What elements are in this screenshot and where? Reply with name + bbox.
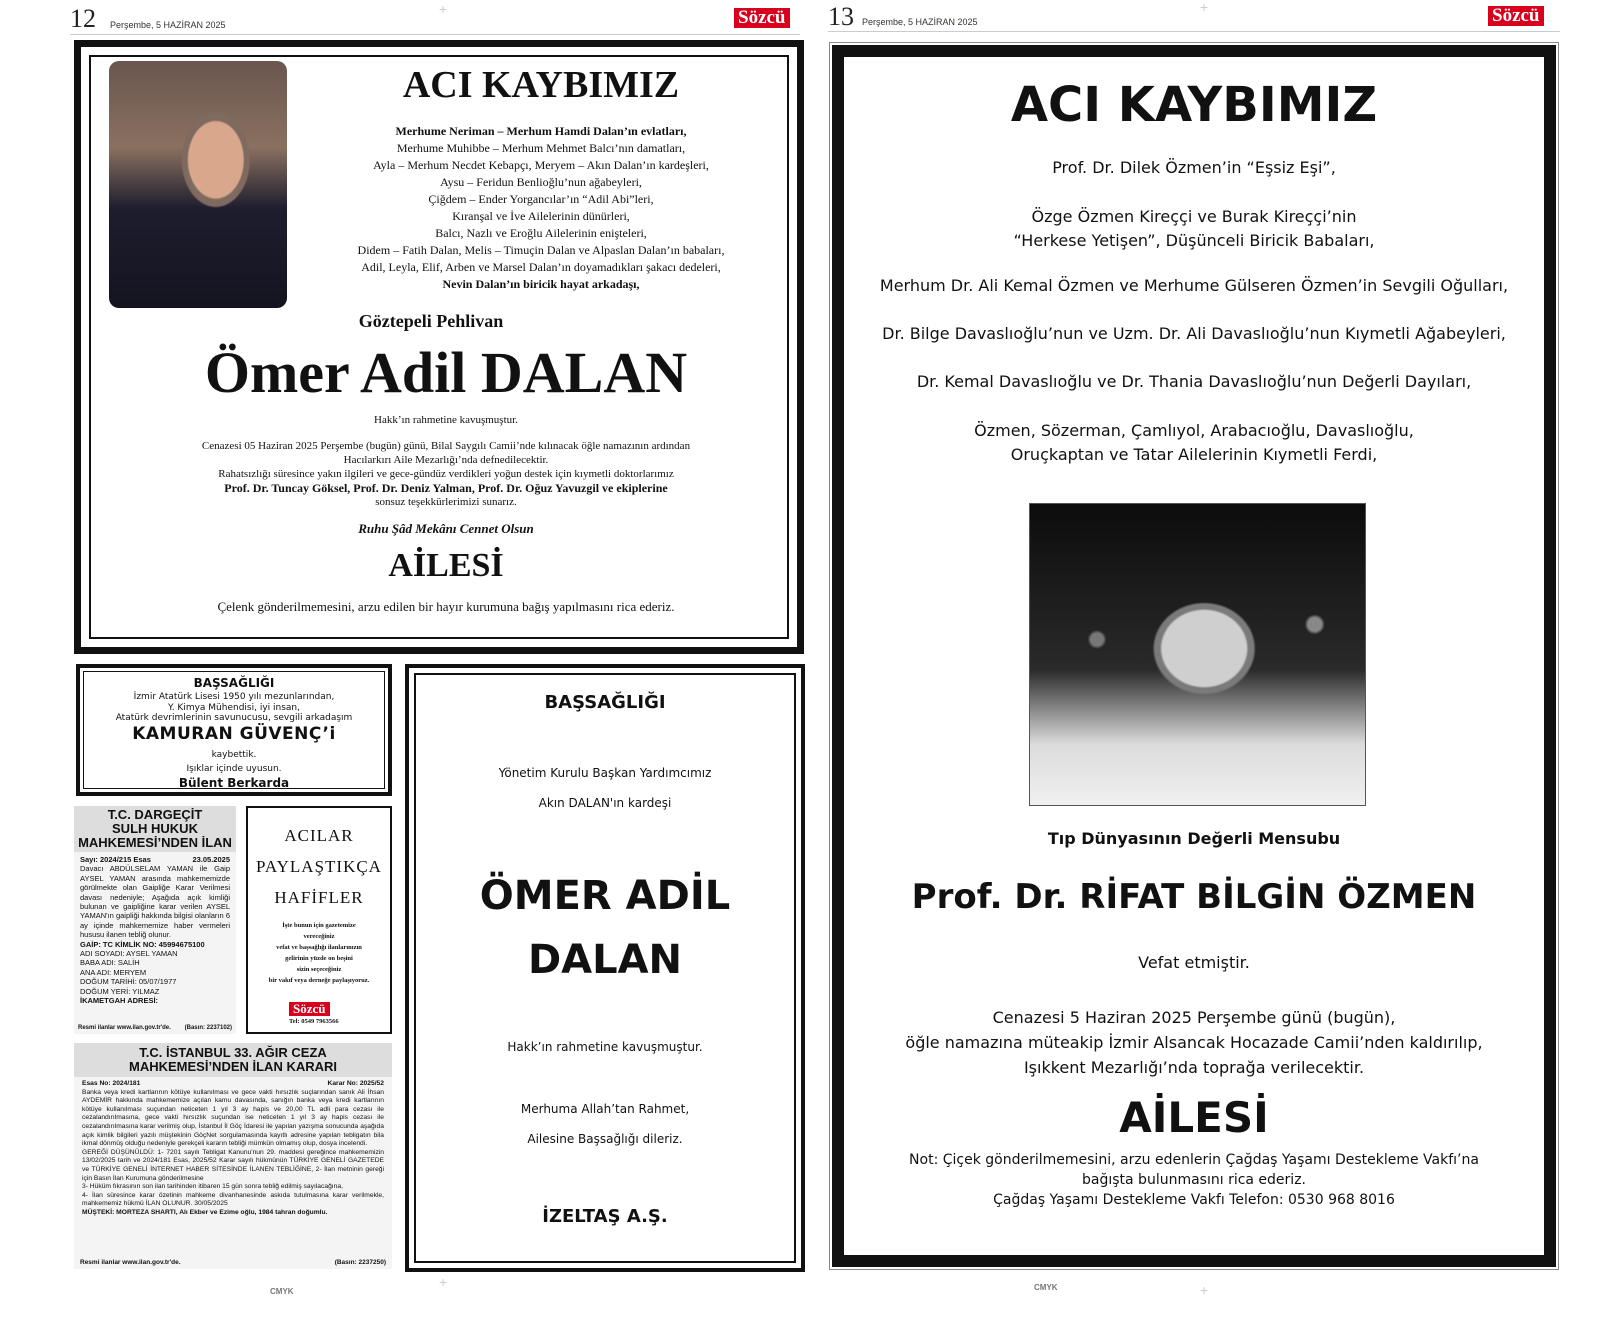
- acilar-text-line: vereceğiniz: [303, 933, 335, 940]
- family-line: Ayla – Merhum Necdet Kebapçı, Meryem – Akın Dalan’ın kardeşleri,: [373, 158, 709, 172]
- court-body: [74, 1077, 392, 1221]
- ad-title: ACI KAYBIMIZ: [402, 64, 680, 106]
- note: [830, 1150, 1558, 1210]
- court-foot: Resmi ilanlar www.ilan.gov.tr'de.: [80, 1259, 181, 1266]
- note: Çelenk gönderilmemesini, arzu edilen bir hayır kurumuna bağış yapılmasını rica ederiz.: [217, 599, 675, 614]
- family-line: Merhume Neriman – Merhum Hamdi Dalan’ın evlatları,: [395, 124, 687, 138]
- funeral-info: [830, 1005, 1558, 1080]
- page-date: Perşembe, 5 HAZİRAN 2025: [862, 17, 978, 27]
- court-foot: (Basın: 2237250): [334, 1259, 386, 1266]
- condolence-line: kaybettik.: [211, 750, 257, 760]
- registration-mark: +: [439, 1274, 448, 1290]
- izeltas-name-line: DALAN: [527, 937, 683, 983]
- acilar-line: HAFİFLER: [274, 888, 364, 907]
- funeral-line: Işıkkent Mezarlığı’nda toprağa verilecektir.: [1023, 1058, 1365, 1077]
- ad-line: Prof. Dr. Dilek Özmen’in “Eşsiz Eşi”,: [1052, 158, 1336, 177]
- sozcu-logo-small: Sözcü: [289, 1002, 330, 1016]
- condolence-line: Atatürk devrimlerinin savunucusu, sevgili arkadaşım: [115, 713, 353, 723]
- condolence-guvenc: [76, 664, 392, 796]
- court-no: Sayı: 2024/215 Esas: [80, 855, 151, 864]
- header-rule: [70, 34, 800, 35]
- izeltas-signer: İZELTAŞ A.Ş.: [542, 1206, 668, 1227]
- funeral-line: Hacılarkırı Aile Mezarlığı’nda defnedilecektir.: [343, 454, 549, 466]
- court-head-line: MAHKEMESİ’NDEN İLAN KARARI: [129, 1059, 337, 1074]
- ad-line: Oruçkaptan ve Tatar Ailelerinin Kıymetli Ferdi,: [1010, 445, 1378, 464]
- izeltas-line: Ailesine Başsağlığı dileriz.: [527, 1132, 683, 1146]
- court-text: GEREĞİ DÜŞÜNÜLDÜ: 1- 7201 sayılı Tebligat Kanunu'nun 29. maddesi gereğince mahkememizin 13/02/2025 tarih ve 2024/181 Esas, 2025/52 Karar sayılı hükmünün TÜRKİYE GENELİ GAZETEDE ve TÜRKİYE GENELİ İNTERNET HABER SİTESİNDE İLANEN TEBLİĞİNE, 2- İlan metninin gereği için Basın İlan Kurumuna gönderilmesine: [82, 1148, 384, 1182]
- court-foot: Resmi ilanlar www.ilan.gov.tr'de.: [78, 1025, 171, 1031]
- court-karar: Karar No: 2025/52: [327, 1080, 384, 1087]
- registration-mark: +: [1200, 0, 1209, 15]
- thanks-line: Rahatsızlığı süresince yakın ilgileri ve gece-gündüz verdikleri yoğun destek için kıymetli doktorlarımız: [218, 468, 674, 480]
- court-field: BABA ADI: SALİH: [80, 958, 140, 968]
- court-text: Davacı ABDÜLSELAM YAMAN ile Gaip AYSEL YAMAN arasında mahkememizde görülmekte olan Gaipliğe Karar Verilmesi davası nedeniyle; Aşağıda açık kimliği bulunan ve gaipliğine karar verilen AYSEL YAMAN'ın gaipliği hakkında bilgisi olanların 6 ay içinde mahkememize haber vermeleri hususu ilanen tebliğ olunur.: [80, 864, 230, 940]
- deceased-name: Ömer Adil DALAN: [204, 340, 688, 405]
- ad-line: “Herkese Yetişen”, Düşünceli Biricik Babaları,: [1013, 231, 1375, 250]
- registration-mark: +: [1200, 1282, 1209, 1298]
- condolence-line: Işıklar içinde uyusun.: [186, 764, 282, 774]
- acilar-text-line: bir vakıf veya derneğe paylaşıyoruz.: [268, 977, 370, 984]
- thanks-line: sonsuz teşekkürlerimizi sunarız.: [375, 496, 517, 508]
- cmyk-mark: CMYK: [1034, 1283, 1058, 1292]
- ad-line: Özmen, Sözerman, Çamlıyol, Arabacıoğlu, Davaslıoğlu,: [974, 421, 1414, 440]
- page-date: Perşembe, 5 HAZİRAN 2025: [110, 20, 226, 30]
- court-head-line: MAHKEMESİ’NDEN İLAN: [78, 835, 232, 850]
- prayer: Ruhu Şâd Mekânı Cennet Olsun: [358, 521, 534, 536]
- sozcu-logo: Sözcü: [734, 8, 790, 28]
- family-lines: [301, 123, 781, 293]
- funeral-line: Cenazesi 5 Haziran 2025 Perşembe günü (bugün),: [992, 1008, 1396, 1027]
- court-notice-dargecit: [74, 806, 236, 1034]
- izeltas-line: Merhuma Allah’tan Rahmet,: [520, 1102, 690, 1116]
- court-foot: (Basın: 2237102): [184, 1025, 232, 1031]
- court-field: ADI SOYADI: AYSEL YAMAN: [80, 949, 178, 959]
- acilar-text-line: vefat ve başsağlığı ilanlarınızın: [276, 944, 362, 951]
- funeral-line: Cenazesi 05 Haziran 2025 Perşembe (bugün) günü, Bilal Saygılı Camii’nde kılınacak öğle namazının ardından: [201, 440, 691, 452]
- passed-text: Vefat etmiştir.: [1138, 953, 1250, 972]
- court-head-line: T.C. İSTANBUL 33. AĞIR CEZA: [139, 1045, 327, 1060]
- family-line: Didem – Fatih Dalan, Melis – Timuçin Dalan ve Alpaslan Dalan’ın babaları,: [357, 243, 725, 257]
- court-header: [74, 1043, 392, 1077]
- acilar-heading: [248, 820, 390, 913]
- court-footer: [80, 1259, 386, 1266]
- note-line: Çağdaş Yaşamı Destekleme Vakfı Telefon: 0530 968 8016: [993, 1192, 1395, 1208]
- acilar-text: [248, 920, 390, 986]
- ad-line-block: [830, 205, 1558, 253]
- izeltas-passed: Hakk’ın rahmetine kavuşmuştur.: [507, 1040, 703, 1054]
- condolence-title: BAŞSAĞLIĞI: [193, 676, 275, 690]
- doctors-line: Prof. Dr. Tuncay Göksel, Prof. Dr. Deniz Yalman, Prof. Dr. Oğuz Yavuzgil ve ekiplerine: [224, 481, 668, 495]
- izeltas-line: Akın DALAN'ın kardeşi: [538, 796, 672, 810]
- condolence-body: [80, 692, 388, 724]
- family-line: Nevin Dalan’ın biricik hayat arkadaşı,: [442, 277, 640, 291]
- ad-title: ACI KAYBIMIZ: [1010, 77, 1378, 133]
- portrait-photo: [1029, 503, 1366, 806]
- family-line: Kıranşal ve İve Ailelerinin dünürleri,: [452, 209, 630, 223]
- court-header: [74, 806, 236, 852]
- court-text: MÜŞTEKİ: MORTEZA SHARTI, Alı Ekber ve Ezime oğlu, 1984 tahran doğumlu.: [82, 1208, 328, 1216]
- funeral-info: [101, 439, 791, 509]
- subtitle: Tıp Dünyasının Değerli Mensubu: [1047, 829, 1341, 848]
- court-field: GAİP: TC KİMLİK NO: 45994675100: [80, 939, 205, 949]
- condolence-signer: Bülent Berkarda: [178, 776, 290, 790]
- page-number: 12: [70, 4, 96, 33]
- obituary-ad-dalan: [74, 40, 804, 654]
- court-text: 4- İlan süresince karar özetinin mahkeme divanhanesinde askıda tutulmasına karar verilmekle, mahkememiz hükmü İLAN OLUNUR. 30/05/2025: [82, 1191, 384, 1208]
- acilar-ad: [246, 806, 392, 1034]
- izeltas-line: Yönetim Kurulu Başkan Yardımcımız: [498, 766, 712, 780]
- portrait-photo: [109, 61, 287, 308]
- court-field: İKAMETGAH ADRESİ:: [80, 996, 159, 1006]
- court-no: Esas No: 2024/181: [82, 1080, 141, 1087]
- izeltas-title: BAŞSAĞLIĞI: [544, 692, 666, 713]
- condolence-line: İzmir Atatürk Lisesi 1950 yılı mezunlarından,: [133, 692, 335, 702]
- condolence-end: [80, 748, 388, 776]
- court-date: 23.05.2025: [192, 855, 230, 864]
- family-line: Aysu – Feridun Benlioğlu’nun ağabeyleri,: [440, 175, 642, 189]
- court-numbers: [82, 1080, 384, 1089]
- izeltas-name-line: ÖMER ADİL: [479, 873, 731, 919]
- ad-line: Dr. Bilge Davaslıoğlu’nun ve Uzm. Dr. Ali Davaslıoğlu’nun Kıymetli Ağabeyleri,: [882, 324, 1506, 343]
- court-body: [74, 852, 236, 1009]
- acilar-line: PAYLAŞTIKÇA: [256, 857, 382, 876]
- cmyk-mark: CMYK: [270, 1287, 294, 1296]
- passed-text: Hakk’ın rahmetine kavuşmuştur.: [374, 414, 518, 426]
- ad-line: Merhum Dr. Ali Kemal Özmen ve Merhume Gülseren Özmen’in Sevgili Oğulları,: [879, 276, 1509, 295]
- signature: AİLESİ: [1119, 1093, 1269, 1142]
- ad-line: Dr. Kemal Davaslıoğlu ve Dr. Thania Davaslıoğlu’nun Değerli Dayıları,: [916, 372, 1472, 391]
- family-line: Adil, Leyla, Elif, Arben ve Marsel Dalan’ın doyamadıkları şakacı dedeleri,: [361, 260, 721, 274]
- funeral-line: öğle namazına müteakip İzmir Alsancak Hocazade Camii’nden kaldırılıp,: [905, 1033, 1483, 1052]
- court-text: Banka veya kredi kartlarının kötüye kullanılması ve gece vakti hırsızlık suçlarından sanık Ali İhsan AYDEMİR hakkında mahkememize açılan kamu davasında, sanığın banka veya kredi kartlarının kötüye kullanılması suçundan neticeten 1 yıl 3 ay hapis ve 20,00 TL adli para cezası ile cezalandırılmasına, gece vakti hırsızlık suçundan ise neticeten 1 yıl 3 ay hapis cezası ile cezalandırılmasına karar verilmiş olup, İstanbul İl Göç İdaresi ile yapılan yazışma sonucunda aşağıda açık kimlik bilgileri yazılı müştekinin GöçNet sorgulamasında kayıtlı adresine yapılan tebligatın bila ikmal dönmüş olduğu nedeniyle gerekçeli kararın tebliği mümkün olmamış olup, dosya incelendi.: [82, 1088, 384, 1148]
- nickname: Göztepeli Pehlivan: [358, 311, 504, 331]
- family-line: Merhume Muhibbe – Merhum Mehmet Balcı’nın damatları,: [396, 141, 686, 155]
- header-rule: [828, 31, 1560, 32]
- obituary-ad-ozmen: [829, 42, 1559, 1270]
- court-field: ANA ADI: MERYEM: [80, 967, 147, 977]
- court-numbers: [80, 855, 230, 864]
- court-head-line: T.C. DARGEÇİT: [107, 807, 203, 822]
- condolence-line: Y. Kimya Mühendisi, iyi insan,: [168, 702, 300, 713]
- court-field: DOĞUM TARİHİ: 05/07/1977: [80, 977, 177, 987]
- condolence-izeltas: [405, 664, 805, 1272]
- court-footer: [78, 1025, 232, 1031]
- signature: AİLESİ: [388, 547, 504, 584]
- acilar-line: ACILAR: [284, 826, 354, 845]
- court-notice-istanbul: [74, 1043, 392, 1269]
- ad-line-block: [830, 419, 1558, 467]
- ad-line: Özge Özmen Kireççi ve Burak Kireççi’nin: [1031, 207, 1357, 226]
- condolence-name: KAMURAN GÜVENÇ’i: [132, 724, 336, 744]
- acilar-text-line: sizin seçeceğiniz: [296, 966, 342, 973]
- acilar-text-line: İşte bunun için gazetemize: [282, 922, 356, 929]
- court-field: DOĞUM YERİ: YILMAZ: [80, 986, 160, 996]
- page-number: 13: [828, 2, 854, 31]
- sozcu-logo: Sözcü: [1488, 6, 1544, 26]
- acilar-text-line: gelirinin yüzde on beşini: [285, 955, 353, 962]
- family-line: Çiğdem – Ender Yorgancılar’ın “Adil Abi”leri,: [428, 192, 654, 206]
- deceased-name: Prof. Dr. RİFAT BİLGİN ÖZMEN: [911, 877, 1477, 917]
- acilar-phone: Tel: 0549 7963566: [289, 1018, 339, 1025]
- court-head-line: SULH HUKUK: [112, 821, 198, 836]
- izeltas-deceased: [409, 864, 801, 992]
- registration-mark: +: [439, 1, 448, 17]
- family-line: Balcı, Nazlı ve Eroğlu Ailelerinin enişteleri,: [435, 226, 647, 240]
- court-text: 3- Hüküm fıkrasının son ilan tarihinden itibaren 15 gün sonra tebliğ edilmiş sayılacağına,: [82, 1183, 343, 1191]
- note-line: Not: Çiçek gönderilmemesini, arzu edenlerin Çağdaş Yaşamı Destekleme Vakfı’na: [909, 1152, 1479, 1168]
- note-line: bağışta bulunmasını rica ederiz.: [1082, 1172, 1306, 1188]
